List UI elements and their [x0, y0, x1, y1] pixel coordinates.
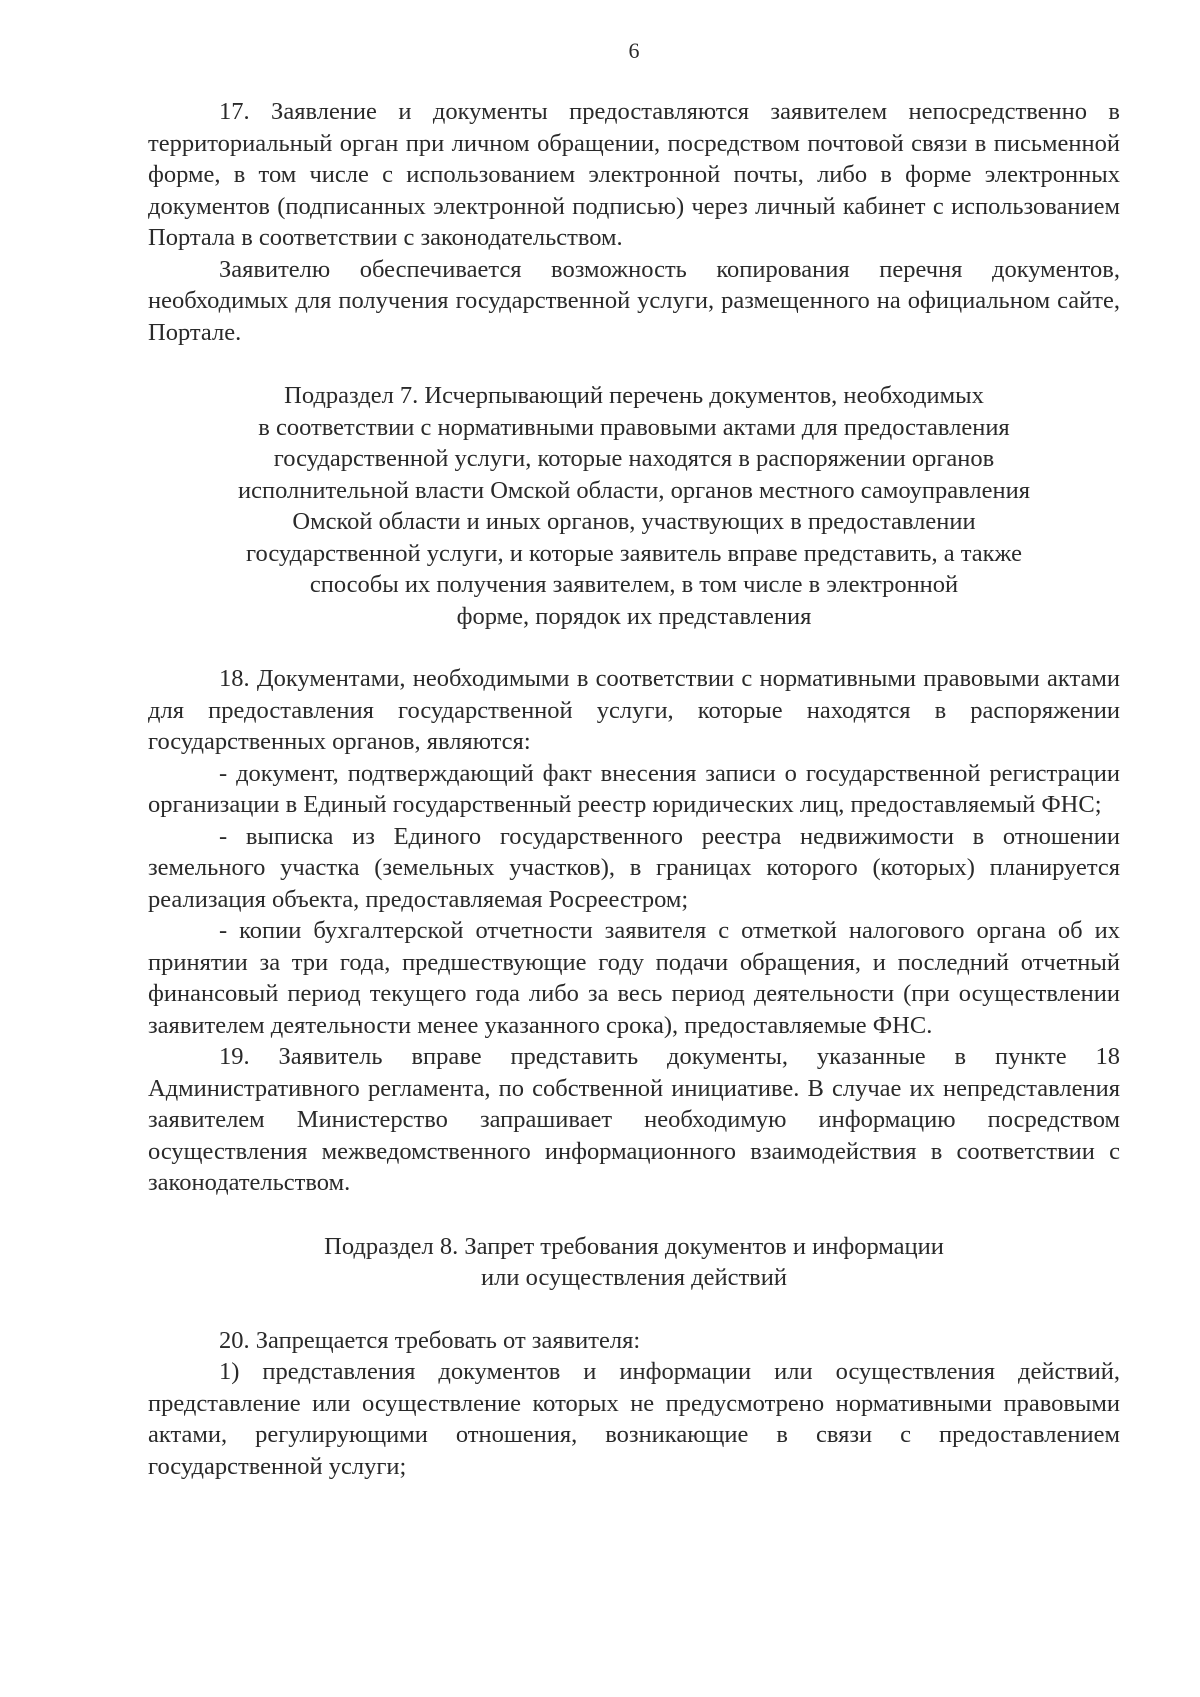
paragraph-19: 19. Заявитель вправе представить документы, указанные в пункте 18 Административного регламента, по собственной инициативе. В случае их непредставления заявителем Министерство запрашивает необходимую информацию посредством осуществления межведомственного информационного взаимодействия в соответствии с законодательством. [148, 1043, 1120, 1196]
subsection-8-heading [148, 1231, 1120, 1294]
paragraph-17-copying: Заявителю обеспечивается возможность копирования перечня документов, необходимых для получения государственной услуги, размещенного на официальном сайте, Портале. [148, 255, 1120, 346]
heading-line: Подраздел 8. Запрет требования документов и информации [324, 1232, 944, 1260]
paragraph-18: 18. Документами, необходимыми в соответствии с нормативными правовыми актами для предоставления государственной услуги, которые находятся в распоряжении государственных органов, являются: [148, 665, 1120, 755]
heading-line: исполнительной власти Омской области, органов местного самоуправления [238, 476, 1030, 504]
paragraph-20: 20. Запрещается требовать от заявителя: [219, 1326, 641, 1354]
list-item-20-1: 1) представления документов и информации или осуществления действий, представление или осуществление которых не предусмотрено нормативными правовыми актами, регулирующими отношения, возникающие в связи с предоставлением государственной услуги; [148, 1358, 1120, 1480]
heading-line: Подраздел 7. Исчерпывающий перечень документов, необходимых [284, 382, 984, 409]
page-number: 6 [628, 38, 640, 63]
list-item-egrul: - документ, подтверждающий факт внесения записи о государственной регистрации организации в Единый государственный реестр юридических лиц, предоставляемый ФНС; [148, 759, 1120, 818]
subsection-7-heading [148, 380, 1120, 632]
heading-line: Омской области и иных органов, участвующих в предоставлении [292, 508, 976, 535]
heading-line: в соответствии с нормативными правовыми актами для предоставления [258, 413, 1010, 441]
document-body [148, 96, 1120, 1482]
heading-line: форме, порядок их представления [456, 602, 812, 630]
heading-line: государственной услуги, и которые заявитель вправе представить, а также [246, 539, 1022, 567]
heading-line: или осуществления действий [481, 1264, 787, 1291]
list-item-accounting: - копии бухгалтерской отчетности заявителя с отметкой налогового органа об их принятии за три года, предшествующие году подачи обращения, и последний отчетный финансовый период текущего года либо за весь период деятельности (при осуществлении заявителем деятельности менее указанного срока), предоставляемые ФНС. [148, 917, 1120, 1039]
paragraph-17: 17. Заявление и документы предоставляются заявителем непосредственно в территориальный орган при личном обращении, посредством почтовой связи в письменной форме, в том числе с использованием электронной почты, либо в форме электронных документов (подписанных электронной подписью) через личный кабинет с использованием Портала в соответствии с законодательством. [148, 98, 1120, 251]
heading-line: способы их получения заявителем, в том числе в электронной [309, 571, 959, 598]
heading-line: государственной услуги, которые находятся в распоряжении органов [273, 445, 995, 472]
list-item-egrn: - выписка из Единого государственного реестра недвижимости в отношении земельного участка (земельных участков), в границах которого (которых) планируется реализация объекта, предоставляемая Росреестром; [148, 822, 1120, 913]
